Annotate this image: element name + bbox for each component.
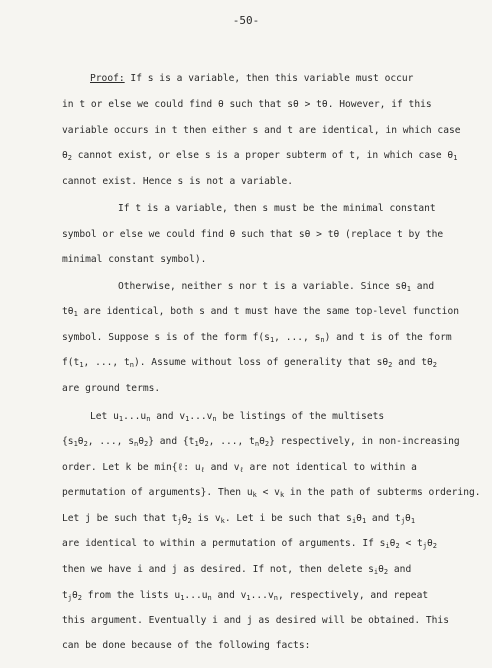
text-line bbox=[62, 435, 460, 451]
subscript: ℓ bbox=[200, 466, 205, 474]
text-run: . Let i be such that s bbox=[224, 513, 352, 524]
subscript: 2 bbox=[83, 440, 88, 448]
subscript: n bbox=[254, 440, 260, 448]
text-run: ). Assume without loss of generality that sθ bbox=[133, 357, 389, 368]
text-run: in the path of subterms ordering. bbox=[284, 487, 481, 498]
text-line bbox=[62, 356, 437, 372]
text-run: be listings of the multisets bbox=[216, 411, 385, 422]
text-run: θ bbox=[389, 538, 396, 549]
text-line bbox=[118, 280, 434, 296]
text-run: are ground terms. bbox=[62, 383, 161, 394]
text-line bbox=[62, 175, 293, 188]
text-run: are not identical to within a bbox=[243, 462, 417, 473]
subscript: 1 bbox=[73, 440, 78, 448]
text-run: and bbox=[411, 281, 435, 292]
text-line bbox=[62, 537, 437, 553]
subscript: j bbox=[422, 542, 427, 550]
subscript: i bbox=[385, 542, 390, 550]
text-run: θ bbox=[378, 564, 384, 575]
subscript: 1 bbox=[361, 517, 367, 525]
text-run: then we have i and j as desired. If not, then delete s bbox=[62, 564, 374, 575]
subscript: 2 bbox=[67, 154, 72, 162]
text-run: cannot exist. Hence s is not a variable. bbox=[62, 176, 294, 187]
subscript: 2 bbox=[432, 542, 437, 550]
subscript: 1 bbox=[410, 517, 416, 525]
text-run: θ bbox=[77, 436, 84, 447]
subscript: j bbox=[177, 517, 182, 525]
text-line bbox=[62, 589, 428, 605]
text-line bbox=[62, 382, 160, 395]
text-run: variable occurs in t then either s and t are identical, in which case bbox=[62, 125, 461, 136]
text-run: Let j be such that t bbox=[62, 513, 178, 524]
text-run: symbol or else we could find θ such that sθ > tθ (replace t by the bbox=[62, 229, 444, 240]
text-line bbox=[62, 305, 459, 321]
text-run: , respectively, and repeat bbox=[277, 590, 429, 601]
text-line bbox=[62, 149, 457, 165]
text-run: ...v bbox=[250, 590, 274, 601]
text-run: order. Let k be min{ℓ: u bbox=[62, 462, 201, 473]
text-run: } and {t bbox=[148, 436, 195, 447]
text-run: and v bbox=[211, 590, 247, 601]
subscript: 1 bbox=[185, 415, 190, 423]
text-line bbox=[62, 253, 206, 266]
subscript: j bbox=[400, 517, 406, 525]
subscript: n bbox=[146, 415, 151, 423]
text-run: < v bbox=[256, 487, 280, 498]
subscript: 2 bbox=[395, 542, 400, 550]
subscript: n bbox=[129, 361, 134, 369]
text-line bbox=[62, 331, 452, 347]
text-run: , ..., t bbox=[83, 357, 130, 368]
subscript: 2 bbox=[77, 594, 82, 602]
subscript: 1 bbox=[73, 310, 78, 318]
subscript: k bbox=[252, 491, 257, 499]
text-run: t bbox=[62, 590, 68, 601]
subscript: 2 bbox=[187, 517, 192, 525]
text-run: θ bbox=[405, 513, 411, 524]
text-run: symbol. Suppose s is of the form f(s bbox=[62, 332, 270, 343]
subscript: j bbox=[67, 594, 72, 602]
subscript: 2 bbox=[432, 361, 438, 369]
text-run: If t is a variable, then s must be the minimal constant bbox=[118, 203, 436, 214]
text-run: tθ bbox=[62, 306, 74, 317]
text-line bbox=[62, 124, 461, 137]
text-run: ...v bbox=[189, 411, 213, 422]
text-line bbox=[90, 72, 413, 85]
text-run: permutation of arguments}. Then u bbox=[62, 487, 253, 498]
text-run: can be done because of the following facts: bbox=[62, 640, 311, 651]
text-run: θ bbox=[62, 150, 68, 161]
text-run: } respectively, in non-increasing bbox=[269, 436, 460, 447]
text-run: are identical to within a permutation of arguments. If s bbox=[62, 538, 386, 549]
page-number: -50- bbox=[232, 14, 260, 27]
text-line bbox=[62, 639, 310, 652]
text-run: is v bbox=[191, 513, 221, 524]
text-line bbox=[62, 614, 449, 627]
subscript: k bbox=[220, 517, 225, 525]
subscript: 1 bbox=[269, 336, 275, 344]
subscript: 1 bbox=[194, 440, 199, 448]
subscript: ℓ bbox=[239, 466, 244, 474]
text-run: θ bbox=[72, 590, 78, 601]
text-run: Proof: bbox=[90, 73, 125, 84]
text-run: minimal constant symbol). bbox=[62, 254, 207, 265]
subscript: i bbox=[373, 568, 379, 576]
text-run: this argument. Eventually i and j as desired will be obtained. This bbox=[62, 615, 449, 626]
text-run: and bbox=[388, 564, 412, 575]
text-run: < t bbox=[399, 538, 423, 549]
subscript: 2 bbox=[144, 440, 149, 448]
subscript: n bbox=[320, 336, 325, 344]
text-run: θ bbox=[427, 538, 433, 549]
text-run: are identical, both s and t must have the same top-level function bbox=[77, 306, 459, 317]
text-line bbox=[90, 410, 384, 426]
subscript: i bbox=[351, 517, 357, 525]
text-run: {s bbox=[62, 436, 74, 447]
subscript: n bbox=[134, 440, 139, 448]
text-run: θ bbox=[198, 436, 205, 447]
text-run: Let u bbox=[90, 411, 119, 422]
subscript: 2 bbox=[204, 440, 209, 448]
subscript: n bbox=[212, 415, 217, 423]
text-run: in t or else we could find θ such that sθ > tθ. However, if this bbox=[62, 99, 432, 110]
subscript: 1 bbox=[118, 415, 124, 423]
subscript: 1 bbox=[406, 285, 412, 293]
text-run: θ bbox=[356, 513, 362, 524]
subscript: 2 bbox=[388, 361, 393, 369]
text-line bbox=[62, 486, 481, 502]
text-line bbox=[62, 461, 417, 477]
text-line bbox=[62, 512, 415, 528]
subscript: n bbox=[273, 594, 278, 602]
text-run: cannot exist, or else s is a proper subterm of t, in which case θ bbox=[72, 150, 454, 161]
text-run: , ..., t bbox=[208, 436, 255, 447]
subscript: 1 bbox=[180, 594, 185, 602]
text-run: and t bbox=[366, 513, 401, 524]
subscript: 2 bbox=[264, 440, 270, 448]
text-run: and tθ bbox=[392, 357, 433, 368]
subscript: 1 bbox=[79, 361, 84, 369]
text-run: θ bbox=[259, 436, 265, 447]
text-line bbox=[118, 202, 436, 215]
text-run: and v bbox=[204, 462, 240, 473]
text-line bbox=[62, 98, 432, 111]
text-run: ...u bbox=[184, 590, 208, 601]
subscript: 2 bbox=[383, 568, 389, 576]
text-run: , ..., s bbox=[87, 436, 134, 447]
text-run: , ..., s bbox=[274, 332, 321, 343]
subscript: 1 bbox=[453, 154, 458, 162]
text-line bbox=[62, 563, 411, 579]
text-run: and v bbox=[150, 411, 186, 422]
text-run: θ bbox=[181, 513, 188, 524]
subscript: k bbox=[279, 491, 285, 499]
text-run: If s is a variable, then this variable must occur bbox=[124, 73, 414, 84]
text-run: f(t bbox=[62, 357, 80, 368]
text-run: Otherwise, neither s nor t is a variable. Since sθ bbox=[118, 281, 407, 292]
subscript: 1 bbox=[246, 594, 251, 602]
text-run: ...u bbox=[123, 411, 147, 422]
text-run: from the lists u bbox=[82, 590, 181, 601]
subscript: n bbox=[207, 594, 212, 602]
text-run: θ bbox=[138, 436, 144, 447]
text-line bbox=[62, 228, 443, 241]
text-run: ) and t is of the form bbox=[324, 332, 452, 343]
